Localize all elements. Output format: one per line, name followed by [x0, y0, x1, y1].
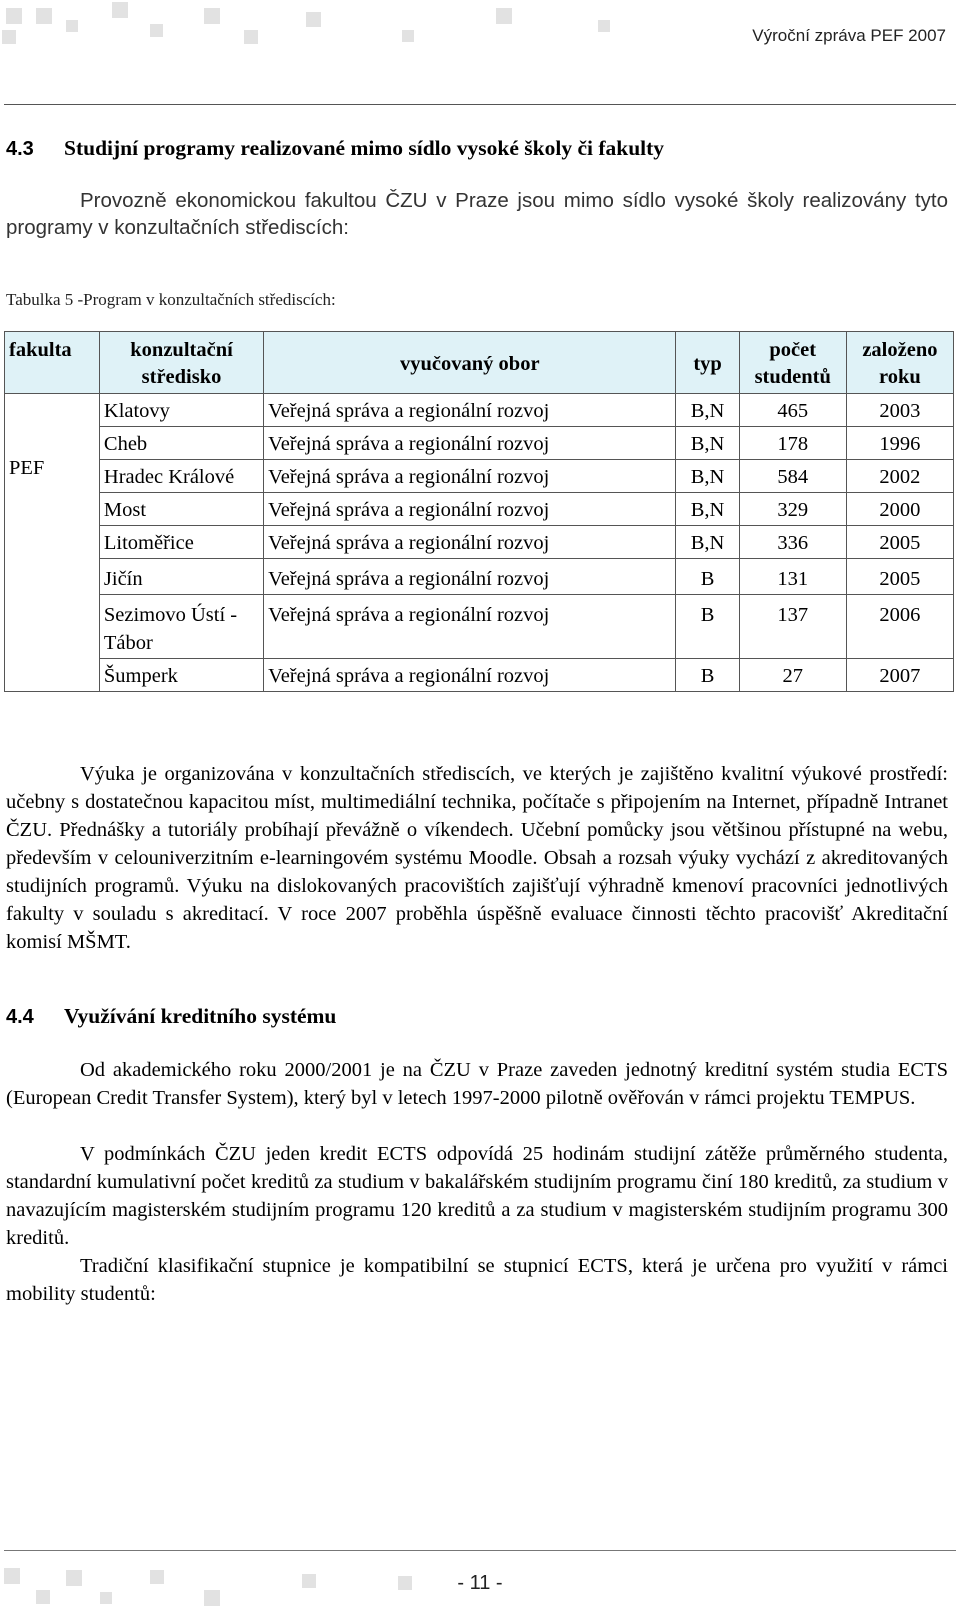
- type-cell: B,N: [676, 394, 739, 427]
- type-cell: B,N: [676, 526, 739, 559]
- founded-cell: 2006: [846, 595, 953, 659]
- table-row: [5, 493, 954, 526]
- table-header-row: [5, 332, 954, 394]
- table-row: [5, 427, 954, 460]
- type-cell: B: [676, 659, 739, 692]
- programs-table: [4, 331, 954, 692]
- type-cell: B: [676, 595, 739, 659]
- students-cell: 178: [739, 427, 846, 460]
- founded-cell: 2005: [846, 559, 953, 595]
- type-cell: B,N: [676, 427, 739, 460]
- header-program: vyučovaný obor: [264, 332, 676, 394]
- footer-divider: [4, 1550, 956, 1551]
- credit-paragraph-3: Tradiční klasifikační stupnice je kompatibilní se stupnicí ECTS, která je určena pro využití v rámci mobility studentů:: [6, 1255, 948, 1305]
- program-cell: Veřejná správa a regionální rozvoj: [264, 526, 676, 559]
- center-cell: Jičín: [99, 559, 263, 595]
- section-heading-4-4: [6, 1004, 336, 1029]
- type-cell: B: [676, 559, 739, 595]
- program-cell: Veřejná správa a regionální rozvoj: [264, 427, 676, 460]
- header-divider: [4, 104, 956, 105]
- header-students: počet studentů: [739, 332, 846, 394]
- center-cell: Cheb: [99, 427, 263, 460]
- center-cell: Litoměřice: [99, 526, 263, 559]
- students-cell: 329: [739, 493, 846, 526]
- type-cell: B,N: [676, 460, 739, 493]
- students-cell: 465: [739, 394, 846, 427]
- table-row: [5, 659, 954, 692]
- students-cell: 584: [739, 460, 846, 493]
- program-cell: Veřejná správa a regionální rozvoj: [264, 460, 676, 493]
- center-cell: Most: [99, 493, 263, 526]
- header-founded: založeno roku: [846, 332, 953, 394]
- center-cell: Klatovy: [99, 394, 263, 427]
- program-cell: Veřejná správa a regionální rozvoj: [264, 659, 676, 692]
- students-cell: 137: [739, 595, 846, 659]
- credit-paragraph-2: V podmínkách ČZU jeden kredit ECTS odpovídá 25 hodinám studijní zátěže průměrného studenta, standardní kumulativní počet kreditů za studium v bakalářském studijním programu činí 180 kreditů, za studium v navazujícím magisterském studijním programu 120 kreditů a za studium v magisterském studijním programu 300 kreditů.: [6, 1143, 948, 1249]
- program-cell: Veřejná správa a regionální rozvoj: [264, 595, 676, 659]
- section-heading-4-3: [6, 136, 664, 161]
- students-cell: 131: [739, 559, 846, 595]
- center-cell: Šumperk: [99, 659, 263, 692]
- section-title: Využívání kreditního systému: [64, 1004, 337, 1028]
- center-cell: Hradec Králové: [99, 460, 263, 493]
- page-number: - 11 -: [457, 1572, 503, 1594]
- table-row: [5, 526, 954, 559]
- students-cell: 27: [739, 659, 846, 692]
- founded-cell: 2003: [846, 394, 953, 427]
- founded-cell: 2007: [846, 659, 953, 692]
- header-type: typ: [676, 332, 739, 394]
- program-cell: Veřejná správa a regionální rozvoj: [264, 559, 676, 595]
- body-paragraph: Výuka je organizována v konzultačních střediscích, ve kterých je zajištěno kvalitní výukové prostředí: učebny s dostatečnou kapacitou míst, multimediální technika, počítače s připojením na Internet, případně Intranet ČZU. Přednášky a tutoriály probíhají převážně o víkendech. Učební pomůcky jsou většinou přístupné na webu, především v celouniverzitním e-learningovém systému Moodle. Obsah a rozsah výuky vychází z akreditovaných studijních programů. Výuku na dislokovaných pracovištích zajišťují výhradně kmenoví pracovníci jednotlivých fakulty v souladu s akreditací. V roce 2007 proběhla úspěšně evaluace činnosti těchto pracovišť Akreditační komisí MŠMT.: [6, 763, 948, 953]
- table-row: [5, 559, 954, 595]
- faculty-cell: PEF: [5, 394, 100, 692]
- table-row: [5, 394, 954, 427]
- running-header: Výroční zpráva PEF 2007: [752, 26, 946, 45]
- section-title: Studijní programy realizované mimo sídlo vysoké školy či fakulty: [64, 136, 665, 160]
- founded-cell: 1996: [846, 427, 953, 460]
- founded-cell: 2000: [846, 493, 953, 526]
- founded-cell: 2002: [846, 460, 953, 493]
- intro-paragraph: Provozně ekonomickou fakultou ČZU v Praze jsou mimo sídlo vysoké školy realizovány tyto programy v konzultačních střediscích:: [6, 189, 948, 239]
- center-cell: Sezimovo Ústí -Tábor: [99, 595, 263, 659]
- credit-paragraph-1: Od akademického roku 2000/2001 je na ČZU v Praze zaveden jednotný kreditní systém studia ECTS (European Credit Transfer System), který byl v letech 1997-2000 pilotně ověřován v rámci projektu TEMPUS.: [6, 1059, 948, 1109]
- table-row: [5, 460, 954, 493]
- type-cell: B,N: [676, 493, 739, 526]
- header-faculty: fakulta: [5, 332, 100, 394]
- program-cell: Veřejná správa a regionální rozvoj: [264, 493, 676, 526]
- section-number: 4.4: [6, 1006, 34, 1028]
- section-number: 4.3: [6, 138, 34, 160]
- header-center: konzultační středisko: [99, 332, 263, 394]
- table-row: [5, 595, 954, 659]
- students-cell: 336: [739, 526, 846, 559]
- founded-cell: 2005: [846, 526, 953, 559]
- program-cell: Veřejná správa a regionální rozvoj: [264, 394, 676, 427]
- table-caption: Tabulka 5 -Program v konzultačních střediscích:: [6, 290, 336, 309]
